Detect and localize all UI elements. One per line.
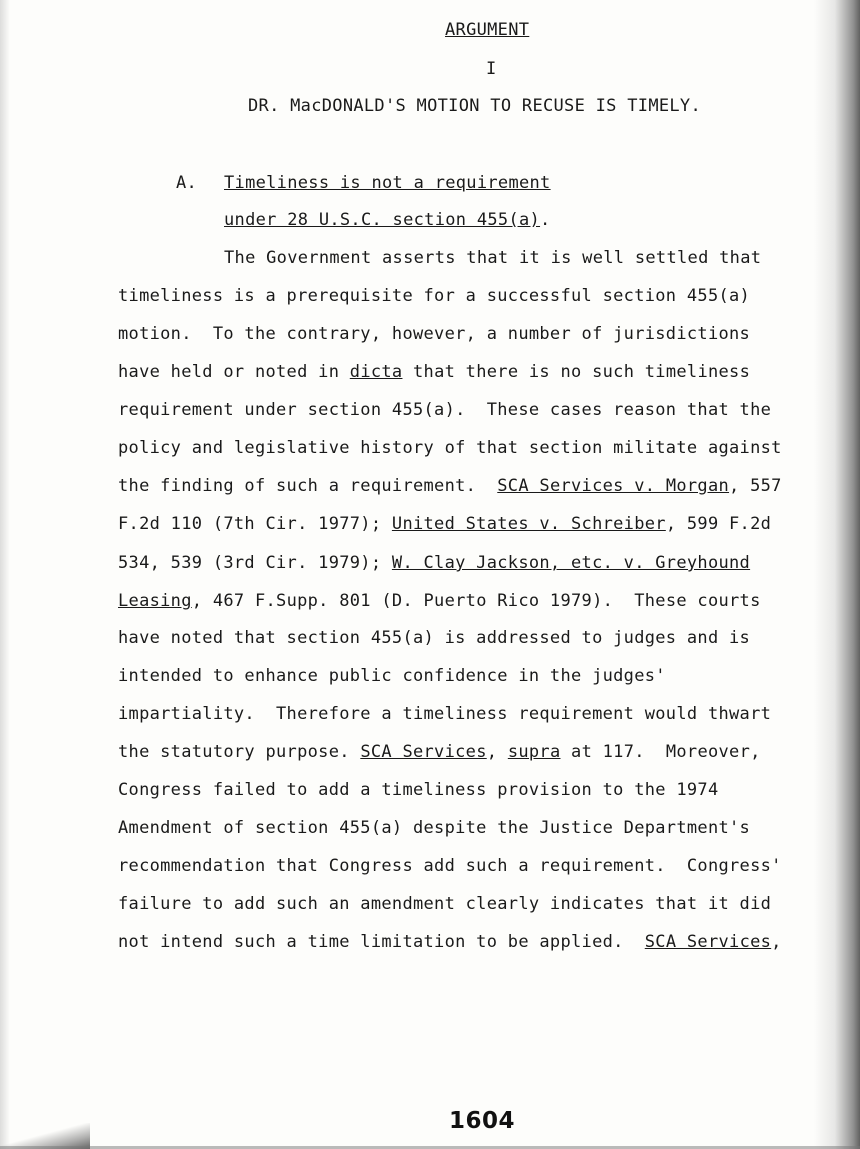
case-citation-greyhound: W. Clay Jackson, etc. v. Greyhound <box>391 553 751 573</box>
body-line-17: recommendation that Congress add such a requirement. Congress' <box>118 856 782 876</box>
body-line-7-a: the finding of such a requirement. <box>118 476 498 496</box>
body-line-7-b: , 557 <box>729 476 782 496</box>
body-line-16: Amendment of section 455(a) despite the Justice Department's <box>118 818 751 838</box>
body-line-14-c: at 117. Moreover, <box>560 742 761 762</box>
body-line-14-a: the statutory purpose. <box>118 742 361 762</box>
body-line-14-b: , <box>486 742 508 762</box>
body-line-19-b: , <box>771 932 782 952</box>
supra-term: supra <box>507 742 561 762</box>
subsection-title-line1: Timeliness is not a requirement <box>224 173 551 193</box>
body-line-2: timeliness is a prerequisite for a successful section 455(a) <box>118 286 751 306</box>
dicta-term: dicta <box>349 362 403 382</box>
body-line-7 <box>118 476 782 496</box>
body-line-9 <box>118 553 750 573</box>
body-line-1: The Government asserts that it is well settled that <box>224 248 762 268</box>
body-line-12: intended to enhance public confidence in the judges' <box>118 666 666 686</box>
body-line-9-a: 534, 539 (3rd Cir. 1979); <box>118 553 392 573</box>
argument-heading: ARGUMENT <box>445 20 530 40</box>
body-line-13: impartiality. Therefore a timeliness requirement would thwart <box>118 704 772 724</box>
page-number: 1604 <box>449 1108 516 1134</box>
case-citation-sca-services-3: SCA Services <box>644 932 772 952</box>
body-line-5: requirement under section 455(a). These cases reason that the <box>118 400 772 420</box>
body-line-19-a: not intend such a time limitation to be applied. <box>118 932 645 952</box>
subsection-title-line2 <box>224 210 551 230</box>
body-line-15: Congress failed to add a timeliness provision to the 1974 <box>118 780 719 800</box>
body-line-6: policy and legislative history of that section militate against <box>118 438 782 458</box>
subsection-title-line2-text: under 28 U.S.C. section 455(a) <box>224 210 541 230</box>
section-title: DR. MacDONALD'S MOTION TO RECUSE IS TIMELY. <box>248 96 701 116</box>
case-citation-sca-services-2: SCA Services <box>360 742 487 762</box>
subsection-title-period: . <box>540 210 551 230</box>
section-numeral: I <box>486 59 497 79</box>
body-line-8-a: F.2d 110 (7th Cir. 1977); <box>118 514 392 534</box>
body-line-11: have noted that section 455(a) is addressed to judges and is <box>118 628 751 648</box>
case-citation-sca-services: SCA Services v. Morgan <box>497 476 730 496</box>
body-line-14 <box>118 742 761 762</box>
subsection-label: A. <box>176 173 198 193</box>
body-line-8-b: , 599 F.2d <box>665 514 772 534</box>
body-line-10-b: , 467 F.Supp. 801 (D. Puerto Rico 1979). These courts <box>191 591 761 611</box>
case-citation-leasing: Leasing <box>118 591 192 611</box>
scan-left-edge <box>0 0 10 1149</box>
body-line-8 <box>118 514 771 534</box>
body-line-3: motion. To the contrary, however, a number of jurisdictions <box>118 324 751 344</box>
body-line-4-a: have held or noted in <box>118 362 350 382</box>
body-line-4 <box>118 362 750 382</box>
case-citation-schreiber: United States v. Schreiber <box>391 514 666 534</box>
body-line-10 <box>118 591 761 611</box>
body-line-19 <box>118 932 782 952</box>
body-line-18: failure to add such an amendment clearly indicates that it did <box>118 894 772 914</box>
scan-right-shadow <box>814 0 860 1149</box>
body-line-4-b: that there is no such timeliness <box>402 362 751 382</box>
